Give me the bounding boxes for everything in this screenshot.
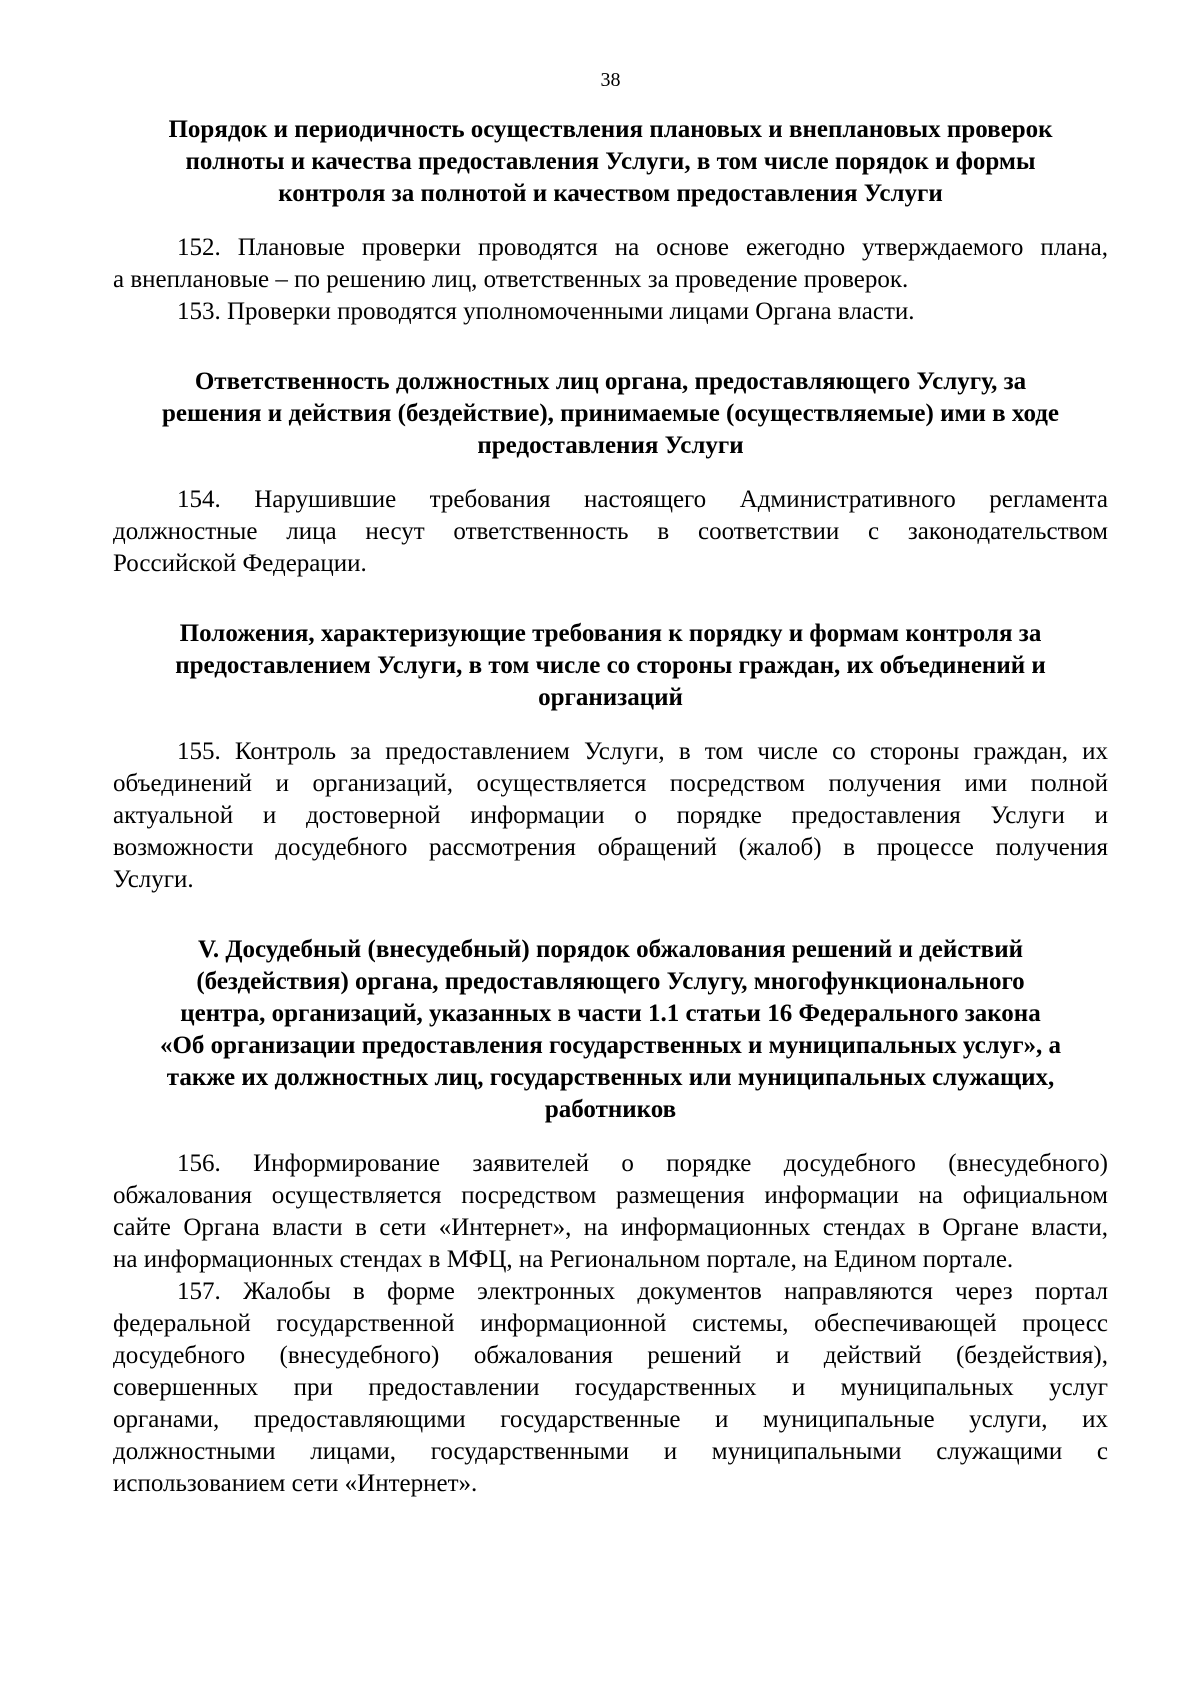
paragraph-line: обжалования осуществляется посредством размещения информации на официальном: [113, 1182, 1108, 1209]
paragraph-line: объединений и организаций, осуществляется посредством получения ими полной: [113, 770, 1108, 797]
paragraph-line: 156. Информирование заявителей о порядке досудебного (внесудебного): [177, 1150, 1108, 1177]
paragraph-line: органами, предоставляющими государственные и муниципальные услуги, их: [113, 1406, 1108, 1433]
heading-spacer: [113, 210, 1108, 232]
paragraph-line: актуальной и достоверной информации о порядке предоставления Услуги и: [113, 802, 1108, 829]
paragraph-line: 152. Плановые проверки проводятся на основе ежегодно утверждаемого плана,: [177, 234, 1108, 261]
paragraph-line: должностные лица несут ответственность в соответствии с законодательством: [113, 518, 1108, 545]
heading-spacer: [113, 462, 1108, 484]
paragraph-line: а внеплановые – по решению лиц, ответственных за проведение проверок.: [113, 266, 909, 293]
heading-line: предоставления Услуги: [477, 432, 744, 459]
heading-spacer: [113, 1126, 1108, 1148]
paragraph-line: использованием сети «Интернет».: [113, 1470, 478, 1497]
numbered-paragraph: [113, 1148, 1108, 1276]
paragraph-line: совершенных при предоставлении государственных и муниципальных услуг: [113, 1374, 1108, 1401]
heading-line: Положения, характеризующие требования к порядку и формам контроля за: [179, 620, 1042, 647]
numbered-paragraph: [113, 1276, 1108, 1500]
numbered-paragraph: [113, 484, 1108, 580]
section-spacer: [113, 896, 1108, 934]
section-heading: [113, 934, 1108, 1126]
page-number: 38: [600, 69, 621, 91]
heading-line: контроля за полнотой и качеством предоставления Услуги: [278, 180, 943, 207]
paragraph-line: должностными лицами, государственными и муниципальными служащими с: [113, 1438, 1108, 1465]
paragraph-line: 155. Контроль за предоставлением Услуги, в том числе со стороны граждан, их: [177, 738, 1108, 765]
numbered-paragraph: [113, 736, 1108, 896]
heading-line: работников: [544, 1096, 677, 1123]
heading-line: Ответственность должностных лиц органа, предоставляющего Услугу, за: [194, 368, 1027, 395]
section-heading: [113, 618, 1108, 714]
heading-line: полноты и качества предоставления Услуги, в том числе порядок и формы: [185, 148, 1036, 175]
section-spacer: [113, 328, 1108, 366]
heading-line: V. Досудебный (внесудебный) порядок обжалования решений и действий: [197, 936, 1023, 963]
paragraph-line: 153. Проверки проводятся уполномоченными лицами Органа власти.: [177, 298, 915, 325]
paragraph-line: Российской Федерации.: [113, 550, 367, 577]
heading-line: также их должностных лиц, государственных или муниципальных служащих,: [166, 1064, 1055, 1091]
paragraph-line: федеральной государственной информационной системы, обеспечивающей процесс: [113, 1310, 1108, 1337]
heading-line: решения и действия (бездействие), принимаемые (осуществляемые) ими в ходе: [162, 400, 1059, 427]
section-heading: [113, 114, 1108, 210]
heading-line: центра, организаций, указанных в части 1.1 статьи 16 Федерального закона: [180, 1000, 1041, 1027]
paragraph-line: на информационных стендах в МФЦ, на Региональном портале, на Едином портале.: [113, 1246, 1014, 1273]
paragraph-line: возможности досудебного рассмотрения обращений (жалоб) в процессе получения: [113, 834, 1108, 861]
heading-line: (бездействия) органа, предоставляющего Услугу, многофункционального: [196, 968, 1025, 995]
heading-line: организаций: [538, 684, 683, 711]
heading-spacer: [113, 714, 1108, 736]
heading-line: «Об организации предоставления государственных и муниципальных услуг», а: [159, 1032, 1062, 1059]
section-heading: [113, 366, 1108, 462]
section-spacer: [113, 580, 1108, 618]
document-body: [113, 114, 1108, 1500]
heading-line: предоставлением Услуги, в том числе со стороны граждан, их объединений и: [175, 652, 1046, 679]
paragraph-line: Услуги.: [113, 866, 194, 893]
heading-line: Порядок и периодичность осуществления плановых и внеплановых проверок: [168, 116, 1053, 143]
paragraph-line: 157. Жалобы в форме электронных документов направляются через портал: [177, 1278, 1108, 1305]
numbered-paragraph: [113, 296, 1108, 328]
numbered-paragraph: [113, 232, 1108, 296]
paragraph-line: досудебного (внесудебного) обжалования решений и действий (бездействия),: [113, 1342, 1108, 1369]
paragraph-line: 154. Нарушившие требования настоящего Административного регламента: [177, 486, 1108, 513]
paragraph-line: сайте Органа власти в сети «Интернет», на информационных стендах в Органе власти,: [113, 1214, 1108, 1241]
